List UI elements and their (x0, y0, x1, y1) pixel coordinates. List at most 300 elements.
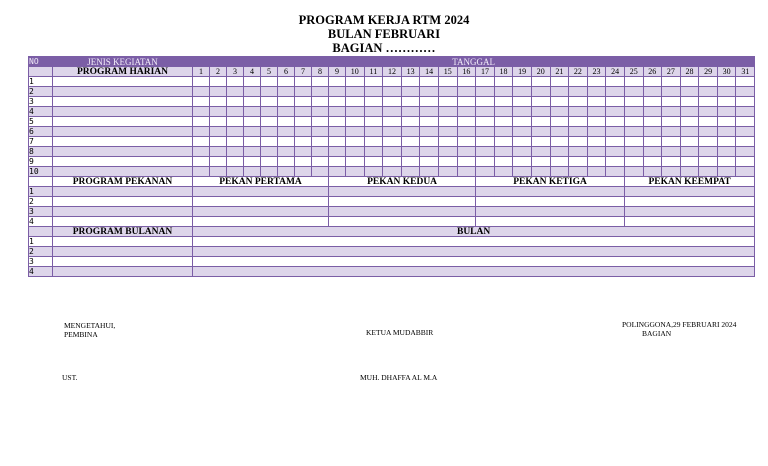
day-cell[interactable] (312, 157, 329, 167)
day-cell[interactable] (193, 127, 210, 137)
day-cell[interactable] (662, 87, 681, 97)
day-cell[interactable] (662, 157, 681, 167)
day-cell[interactable] (261, 97, 278, 107)
day-cell[interactable] (261, 157, 278, 167)
activity-cell[interactable] (53, 167, 193, 177)
day-cell[interactable] (401, 87, 420, 97)
day-cell[interactable] (624, 137, 643, 147)
day-cell[interactable] (438, 167, 457, 177)
day-cell[interactable] (329, 127, 346, 137)
day-cell[interactable] (457, 147, 476, 157)
day-cell[interactable] (736, 127, 755, 137)
day-cell[interactable] (699, 137, 718, 147)
day-cell[interactable] (699, 97, 718, 107)
day-cell[interactable] (699, 77, 718, 87)
day-cell[interactable] (550, 137, 569, 147)
day-cell[interactable] (736, 157, 755, 167)
day-cell[interactable] (550, 107, 569, 117)
activity-cell[interactable] (53, 97, 193, 107)
day-cell[interactable] (364, 77, 383, 87)
day-cell[interactable] (364, 167, 383, 177)
day-cell[interactable] (569, 87, 588, 97)
day-cell[interactable] (329, 107, 346, 117)
day-cell[interactable] (717, 107, 736, 117)
day-cell[interactable] (261, 137, 278, 147)
day-cell[interactable] (643, 107, 662, 117)
day-cell[interactable] (494, 117, 513, 127)
day-cell[interactable] (193, 87, 210, 97)
day-cell[interactable] (278, 117, 295, 127)
day-cell[interactable] (513, 127, 532, 137)
day-cell[interactable] (401, 117, 420, 127)
day-cell[interactable] (494, 107, 513, 117)
day-cell[interactable] (736, 167, 755, 177)
day-cell[interactable] (680, 157, 699, 167)
day-cell[interactable] (364, 107, 383, 117)
activity-cell[interactable] (53, 147, 193, 157)
day-cell[interactable] (587, 157, 606, 167)
day-cell[interactable] (624, 87, 643, 97)
day-cell[interactable] (606, 77, 625, 87)
day-cell[interactable] (383, 147, 402, 157)
day-cell[interactable] (346, 127, 365, 137)
activity-cell[interactable] (53, 187, 193, 197)
day-cell[interactable] (438, 137, 457, 147)
day-cell[interactable] (295, 117, 312, 127)
day-cell[interactable] (531, 167, 550, 177)
activity-cell[interactable] (53, 217, 193, 227)
day-cell[interactable] (193, 167, 210, 177)
day-cell[interactable] (438, 127, 457, 137)
day-cell[interactable] (494, 157, 513, 167)
day-cell[interactable] (420, 117, 439, 127)
day-cell[interactable] (227, 97, 244, 107)
day-cell[interactable] (244, 107, 261, 117)
day-cell[interactable] (278, 167, 295, 177)
day-cell[interactable] (383, 137, 402, 147)
day-cell[interactable] (438, 87, 457, 97)
day-cell[interactable] (643, 137, 662, 147)
day-cell[interactable] (680, 167, 699, 177)
day-cell[interactable] (531, 147, 550, 157)
day-cell[interactable] (278, 87, 295, 97)
day-cell[interactable] (531, 117, 550, 127)
day-cell[interactable] (680, 147, 699, 157)
day-cell[interactable] (244, 87, 261, 97)
day-cell[interactable] (699, 157, 718, 167)
day-cell[interactable] (193, 107, 210, 117)
day-cell[interactable] (736, 137, 755, 147)
day-cell[interactable] (329, 117, 346, 127)
day-cell[interactable] (624, 127, 643, 137)
day-cell[interactable] (227, 117, 244, 127)
day-cell[interactable] (401, 147, 420, 157)
day-cell[interactable] (550, 157, 569, 167)
day-cell[interactable] (531, 97, 550, 107)
activity-cell[interactable] (53, 137, 193, 147)
day-cell[interactable] (476, 87, 495, 97)
day-cell[interactable] (717, 77, 736, 87)
day-cell[interactable] (210, 167, 227, 177)
day-cell[interactable] (494, 167, 513, 177)
week-cell[interactable] (193, 207, 329, 217)
day-cell[interactable] (680, 137, 699, 147)
day-cell[interactable] (680, 127, 699, 137)
day-cell[interactable] (401, 97, 420, 107)
day-cell[interactable] (531, 87, 550, 97)
week-cell[interactable] (476, 197, 625, 207)
day-cell[interactable] (329, 147, 346, 157)
day-cell[interactable] (531, 127, 550, 137)
day-cell[interactable] (278, 157, 295, 167)
day-cell[interactable] (244, 97, 261, 107)
day-cell[interactable] (476, 127, 495, 137)
day-cell[interactable] (278, 127, 295, 137)
day-cell[interactable] (531, 77, 550, 87)
day-cell[interactable] (438, 117, 457, 127)
day-cell[interactable] (438, 77, 457, 87)
day-cell[interactable] (699, 167, 718, 177)
day-cell[interactable] (717, 137, 736, 147)
day-cell[interactable] (569, 117, 588, 127)
day-cell[interactable] (494, 137, 513, 147)
day-cell[interactable] (420, 147, 439, 157)
day-cell[interactable] (643, 117, 662, 127)
day-cell[interactable] (662, 77, 681, 87)
day-cell[interactable] (278, 137, 295, 147)
day-cell[interactable] (295, 137, 312, 147)
day-cell[interactable] (569, 97, 588, 107)
day-cell[interactable] (244, 167, 261, 177)
day-cell[interactable] (346, 117, 365, 127)
day-cell[interactable] (261, 117, 278, 127)
day-cell[interactable] (513, 107, 532, 117)
day-cell[interactable] (587, 97, 606, 107)
day-cell[interactable] (476, 107, 495, 117)
week-cell[interactable] (624, 217, 754, 227)
day-cell[interactable] (624, 77, 643, 87)
day-cell[interactable] (383, 77, 402, 87)
day-cell[interactable] (736, 107, 755, 117)
week-cell[interactable] (193, 197, 329, 207)
day-cell[interactable] (606, 137, 625, 147)
day-cell[interactable] (717, 117, 736, 127)
day-cell[interactable] (606, 117, 625, 127)
day-cell[interactable] (662, 97, 681, 107)
day-cell[interactable] (569, 157, 588, 167)
day-cell[interactable] (312, 87, 329, 97)
day-cell[interactable] (210, 97, 227, 107)
day-cell[interactable] (569, 147, 588, 157)
day-cell[interactable] (383, 127, 402, 137)
day-cell[interactable] (643, 77, 662, 87)
day-cell[interactable] (457, 127, 476, 137)
day-cell[interactable] (550, 167, 569, 177)
day-cell[interactable] (210, 107, 227, 117)
day-cell[interactable] (401, 137, 420, 147)
day-cell[interactable] (383, 117, 402, 127)
day-cell[interactable] (476, 117, 495, 127)
day-cell[interactable] (346, 97, 365, 107)
week-cell[interactable] (476, 217, 625, 227)
day-cell[interactable] (401, 127, 420, 137)
day-cell[interactable] (364, 147, 383, 157)
week-cell[interactable] (624, 197, 754, 207)
day-cell[interactable] (346, 107, 365, 117)
day-cell[interactable] (401, 157, 420, 167)
day-cell[interactable] (736, 87, 755, 97)
day-cell[interactable] (513, 137, 532, 147)
activity-cell[interactable] (53, 77, 193, 87)
day-cell[interactable] (383, 157, 402, 167)
day-cell[interactable] (736, 97, 755, 107)
day-cell[interactable] (643, 167, 662, 177)
day-cell[interactable] (261, 107, 278, 117)
day-cell[interactable] (401, 77, 420, 87)
day-cell[interactable] (457, 107, 476, 117)
day-cell[interactable] (364, 97, 383, 107)
week-cell[interactable] (476, 207, 625, 217)
month-cell[interactable] (193, 237, 755, 247)
day-cell[interactable] (550, 87, 569, 97)
day-cell[interactable] (494, 127, 513, 137)
day-cell[interactable] (624, 147, 643, 157)
week-cell[interactable] (624, 187, 754, 197)
day-cell[interactable] (531, 157, 550, 167)
day-cell[interactable] (587, 127, 606, 137)
day-cell[interactable] (643, 127, 662, 137)
day-cell[interactable] (606, 107, 625, 117)
day-cell[interactable] (346, 77, 365, 87)
day-cell[interactable] (193, 77, 210, 87)
day-cell[interactable] (193, 97, 210, 107)
day-cell[interactable] (244, 157, 261, 167)
activity-cell[interactable] (53, 87, 193, 97)
day-cell[interactable] (457, 117, 476, 127)
week-cell[interactable] (329, 217, 476, 227)
day-cell[interactable] (606, 147, 625, 157)
day-cell[interactable] (227, 157, 244, 167)
day-cell[interactable] (295, 107, 312, 117)
day-cell[interactable] (420, 87, 439, 97)
week-cell[interactable] (193, 187, 329, 197)
day-cell[interactable] (244, 77, 261, 87)
day-cell[interactable] (662, 137, 681, 147)
day-cell[interactable] (401, 167, 420, 177)
day-cell[interactable] (261, 147, 278, 157)
day-cell[interactable] (312, 117, 329, 127)
day-cell[interactable] (680, 77, 699, 87)
day-cell[interactable] (329, 77, 346, 87)
day-cell[interactable] (210, 137, 227, 147)
day-cell[interactable] (312, 137, 329, 147)
day-cell[interactable] (210, 117, 227, 127)
day-cell[interactable] (420, 107, 439, 117)
day-cell[interactable] (643, 147, 662, 157)
day-cell[interactable] (680, 107, 699, 117)
day-cell[interactable] (312, 77, 329, 87)
activity-cell[interactable] (53, 107, 193, 117)
day-cell[interactable] (550, 127, 569, 137)
day-cell[interactable] (346, 137, 365, 147)
day-cell[interactable] (346, 157, 365, 167)
day-cell[interactable] (278, 107, 295, 117)
day-cell[interactable] (278, 77, 295, 87)
day-cell[interactable] (193, 117, 210, 127)
day-cell[interactable] (438, 97, 457, 107)
day-cell[interactable] (624, 157, 643, 167)
activity-cell[interactable] (53, 117, 193, 127)
day-cell[interactable] (587, 167, 606, 177)
day-cell[interactable] (210, 87, 227, 97)
day-cell[interactable] (699, 147, 718, 157)
day-cell[interactable] (457, 167, 476, 177)
day-cell[interactable] (624, 97, 643, 107)
activity-cell[interactable] (53, 207, 193, 217)
day-cell[interactable] (736, 147, 755, 157)
day-cell[interactable] (312, 107, 329, 117)
day-cell[interactable] (244, 127, 261, 137)
day-cell[interactable] (569, 167, 588, 177)
day-cell[interactable] (457, 87, 476, 97)
day-cell[interactable] (244, 137, 261, 147)
day-cell[interactable] (476, 97, 495, 107)
day-cell[interactable] (364, 117, 383, 127)
day-cell[interactable] (210, 157, 227, 167)
day-cell[interactable] (244, 117, 261, 127)
day-cell[interactable] (494, 147, 513, 157)
day-cell[interactable] (295, 147, 312, 157)
day-cell[interactable] (717, 87, 736, 97)
week-cell[interactable] (329, 207, 476, 217)
day-cell[interactable] (662, 117, 681, 127)
day-cell[interactable] (312, 147, 329, 157)
day-cell[interactable] (261, 127, 278, 137)
day-cell[interactable] (513, 147, 532, 157)
day-cell[interactable] (438, 147, 457, 157)
day-cell[interactable] (587, 147, 606, 157)
week-cell[interactable] (193, 217, 329, 227)
day-cell[interactable] (227, 167, 244, 177)
day-cell[interactable] (531, 107, 550, 117)
day-cell[interactable] (624, 117, 643, 127)
day-cell[interactable] (513, 87, 532, 97)
day-cell[interactable] (329, 87, 346, 97)
day-cell[interactable] (401, 107, 420, 117)
day-cell[interactable] (569, 137, 588, 147)
day-cell[interactable] (346, 87, 365, 97)
day-cell[interactable] (210, 77, 227, 87)
day-cell[interactable] (295, 157, 312, 167)
day-cell[interactable] (662, 147, 681, 157)
activity-cell[interactable] (53, 247, 193, 257)
day-cell[interactable] (278, 97, 295, 107)
day-cell[interactable] (295, 77, 312, 87)
day-cell[interactable] (550, 147, 569, 157)
day-cell[interactable] (364, 87, 383, 97)
day-cell[interactable] (227, 87, 244, 97)
day-cell[interactable] (476, 77, 495, 87)
day-cell[interactable] (261, 87, 278, 97)
day-cell[interactable] (662, 167, 681, 177)
day-cell[interactable] (420, 137, 439, 147)
day-cell[interactable] (699, 127, 718, 137)
day-cell[interactable] (364, 157, 383, 167)
day-cell[interactable] (680, 97, 699, 107)
day-cell[interactable] (383, 97, 402, 107)
day-cell[interactable] (643, 87, 662, 97)
day-cell[interactable] (624, 107, 643, 117)
day-cell[interactable] (606, 87, 625, 97)
day-cell[interactable] (662, 107, 681, 117)
day-cell[interactable] (736, 117, 755, 127)
day-cell[interactable] (513, 77, 532, 87)
day-cell[interactable] (364, 137, 383, 147)
activity-cell[interactable] (53, 127, 193, 137)
day-cell[interactable] (312, 167, 329, 177)
day-cell[interactable] (717, 167, 736, 177)
day-cell[interactable] (457, 157, 476, 167)
day-cell[interactable] (680, 87, 699, 97)
day-cell[interactable] (329, 97, 346, 107)
activity-cell[interactable] (53, 257, 193, 267)
day-cell[interactable] (227, 127, 244, 137)
day-cell[interactable] (476, 167, 495, 177)
day-cell[interactable] (680, 117, 699, 127)
day-cell[interactable] (420, 97, 439, 107)
day-cell[interactable] (364, 127, 383, 137)
day-cell[interactable] (227, 107, 244, 117)
day-cell[interactable] (513, 97, 532, 107)
day-cell[interactable] (244, 147, 261, 157)
day-cell[interactable] (606, 157, 625, 167)
day-cell[interactable] (383, 167, 402, 177)
day-cell[interactable] (295, 167, 312, 177)
day-cell[interactable] (513, 167, 532, 177)
activity-cell[interactable] (53, 197, 193, 207)
activity-cell[interactable] (53, 267, 193, 277)
day-cell[interactable] (420, 127, 439, 137)
month-cell[interactable] (193, 247, 755, 257)
day-cell[interactable] (606, 167, 625, 177)
day-cell[interactable] (193, 157, 210, 167)
week-cell[interactable] (329, 187, 476, 197)
day-cell[interactable] (550, 97, 569, 107)
day-cell[interactable] (312, 97, 329, 107)
day-cell[interactable] (457, 77, 476, 87)
day-cell[interactable] (587, 77, 606, 87)
day-cell[interactable] (624, 167, 643, 177)
day-cell[interactable] (569, 127, 588, 137)
day-cell[interactable] (699, 87, 718, 97)
week-cell[interactable] (329, 197, 476, 207)
day-cell[interactable] (476, 147, 495, 157)
day-cell[interactable] (295, 97, 312, 107)
day-cell[interactable] (261, 77, 278, 87)
day-cell[interactable] (587, 117, 606, 127)
day-cell[interactable] (346, 167, 365, 177)
day-cell[interactable] (383, 87, 402, 97)
day-cell[interactable] (193, 137, 210, 147)
day-cell[interactable] (193, 147, 210, 157)
day-cell[interactable] (329, 137, 346, 147)
day-cell[interactable] (531, 137, 550, 147)
day-cell[interactable] (420, 157, 439, 167)
day-cell[interactable] (513, 157, 532, 167)
day-cell[interactable] (210, 127, 227, 137)
day-cell[interactable] (569, 107, 588, 117)
day-cell[interactable] (494, 87, 513, 97)
